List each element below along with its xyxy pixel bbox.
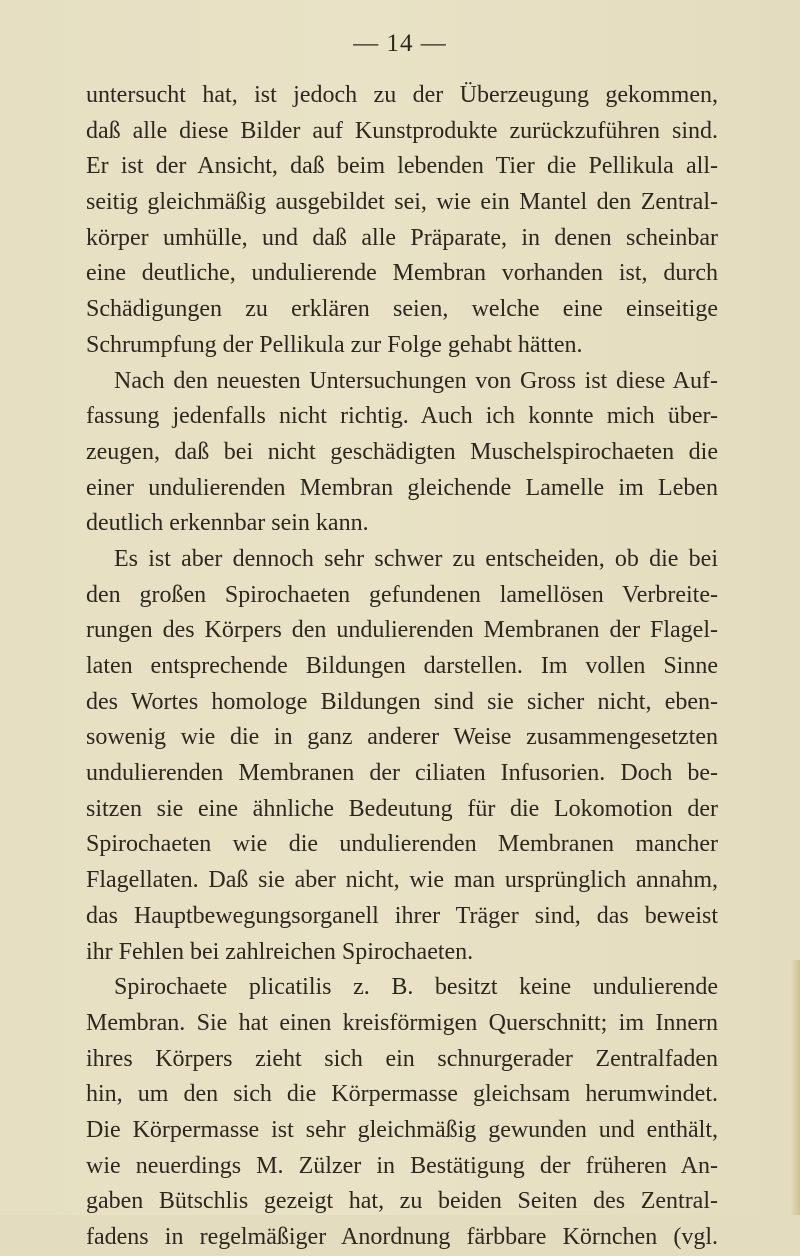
text-line: rungen des Körpers den undulierenden Membranen der Flagel- — [86, 617, 718, 644]
text-line: hin, um den sich die Körpermasse gleichsam herumwindet. — [86, 1081, 718, 1108]
text-line: körper umhülle, und daß alle Präparate, in denen scheinbar — [86, 224, 718, 251]
text-line: sowenig wie die in ganz anderer Weise zusammengesetzten — [86, 724, 718, 751]
body-text — [86, 78, 718, 1256]
text-line: ihr Fehlen bei zahlreichen Spirochaeten. — [86, 938, 474, 965]
text-line: Flagellaten. Daß sie aber nicht, wie man ursprünglich annahm, — [86, 867, 718, 894]
text-line: den großen Spirochaeten gefundenen lamellösen Verbreite- — [86, 581, 718, 608]
text-line: ihres Körpers zieht sich ein schnurgerader Zentralfaden — [86, 1045, 718, 1072]
text-line: Schädigungen zu erklären seien, welche eine einseitige — [86, 296, 718, 323]
text-line: das Hauptbewegungsorganell ihrer Träger sind, das beweist — [86, 902, 718, 929]
text-line: eine deutliche, undulierende Membran vorhanden ist, durch — [86, 260, 718, 287]
text-line: zeugen, daß bei nicht geschädigten Muschelspirochaeten die — [86, 438, 718, 465]
text-line: des Wortes homologe Bildungen sind sie sicher nicht, eben- — [86, 688, 718, 715]
text-line: fadens in regelmäßiger Anordnung färbbare Körnchen (vgl. — [86, 1224, 718, 1250]
text-line: gaben Bütschlis gezeigt hat, zu beiden Seiten des Zentral- — [86, 1188, 718, 1215]
text-line: Die Körpermasse ist sehr gleichmäßig gewunden und enthält, — [86, 1116, 718, 1143]
text-line: seitig gleichmäßig ausgebildet sei, wie ein Mantel den Zentral- — [86, 189, 718, 216]
text-line: sitzen sie eine ähnliche Bedeutung für die Lokomotion der — [86, 795, 718, 822]
text-line: Spirochaeten wie die undulierenden Membranen mancher — [86, 831, 718, 858]
text-line: Spirochaete plicatilis z. B. besitzt keine undulierende — [114, 974, 718, 1001]
text-line: deutlich erkennbar sein kann. — [86, 510, 369, 537]
text-line: daß alle diese Bilder auf Kunstprodukte zurückzuführen sind. — [86, 117, 718, 144]
text-line: fassung jedenfalls nicht richtig. Auch ich konnte mich über- — [86, 403, 718, 430]
text-line: Nach den neuesten Untersuchungen von Gross ist diese Auf- — [114, 367, 718, 394]
text-line: Membran. Sie hat einen kreisförmigen Querschnitt; im Innern — [86, 1009, 718, 1036]
text-line: undulierenden Membranen der ciliaten Infusorien. Doch be- — [86, 760, 718, 787]
text-line: Er ist der Ansicht, daß beim lebenden Tier die Pellikula all- — [86, 153, 718, 180]
text-line: einer undulierenden Membran gleichende Lamelle im Leben — [86, 474, 718, 501]
text-line: Schrumpfung der Pellikula zur Folge gehabt hätten. — [86, 331, 583, 358]
page-number: — 14 — — [353, 30, 447, 57]
text-line: untersucht hat, ist jedoch zu der Überzeugung gekommen, — [86, 82, 718, 108]
paper-edge-stain — [790, 960, 800, 1215]
text-line: wie neuerdings M. Zülzer in Bestätigung der früheren An- — [86, 1152, 718, 1179]
text-line: laten entsprechende Bildungen darstellen. Im vollen Sinne — [86, 653, 718, 679]
text-line: Es ist aber dennoch sehr schwer zu entscheiden, ob die bei — [114, 545, 718, 572]
